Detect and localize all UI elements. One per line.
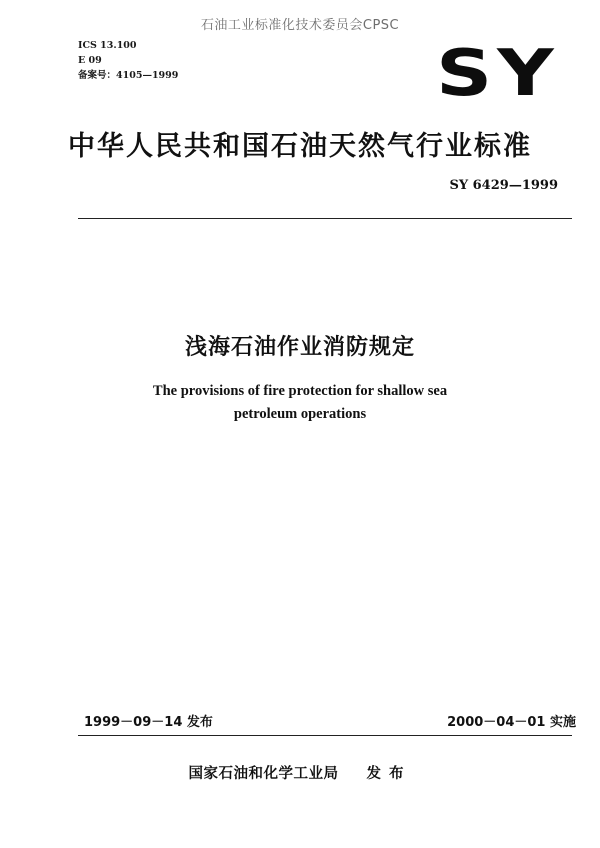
document-title-english-line2: petroleum operations	[233, 406, 367, 422]
record-number: 备案号：4105—1999	[78, 70, 179, 81]
bottom-divider	[78, 735, 572, 736]
sy-logo: SY	[436, 37, 559, 111]
header-meta	[78, 38, 178, 83]
publisher-line	[0, 762, 600, 783]
document-title-english	[0, 380, 600, 426]
implementation-date: 2000－04－01 实施	[447, 715, 576, 730]
issue-date: 1999－09－14 发布	[84, 715, 213, 730]
standard-title: 中华人民共和国石油天然气行业标准	[68, 131, 532, 162]
ics-code: ICS 13.100	[78, 40, 137, 51]
document-title-english-line1: The provisions of fire protection for shallow sea	[152, 383, 448, 399]
publisher-organization: 国家石油和化学工业局	[188, 766, 339, 782]
classification-code: E 09	[78, 55, 102, 66]
watermark: 石油工业标准化技术委员会CPSC	[200, 18, 400, 33]
top-divider	[78, 218, 572, 219]
publisher-action: 发布	[366, 766, 412, 782]
standard-code: SY 6429—1999	[449, 178, 558, 193]
document-title-chinese: 浅海石油作业消防规定	[184, 335, 415, 360]
